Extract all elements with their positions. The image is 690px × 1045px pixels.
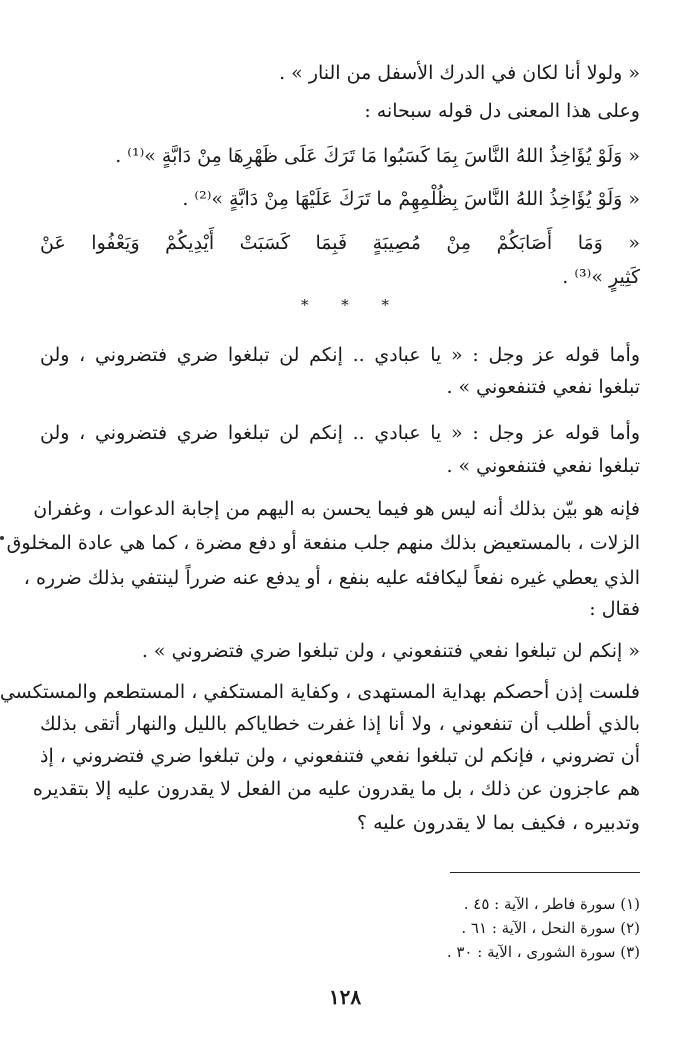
text-line: تبلغوا نفعي فتنفعوني » . (446, 376, 640, 398)
text-line: فلست إذن أحصكم بهداية المستهدى ، وكفاية المستكفي ، المستطعم والمستكسي (0, 681, 640, 703)
section-separator (0, 296, 690, 314)
text-line: تبلغوا نفعي فتنفعوني » . (446, 455, 640, 477)
page-number: ١٢٨ (328, 985, 362, 1009)
quran-verse-line: « وَمَا أَصَابَكُمْ مِنْ مُصِيبَةٍ فَبِمَا كَسَبَتْ أَيْدِيكُمْ وَيَعْفُوا عَنْ (40, 232, 640, 254)
text-line: أن تضروني ، فإنكم لن تبلغوا نفعي فتنفعوني ، ولن تبلغوا ضري فتضروني ، إذ (40, 745, 640, 767)
text-line: « إنكم لن تبلغوا نفعي فتنفعوني ، ولن تبلغوا ضري فتضروني » . (141, 640, 640, 662)
separator-star: * (300, 296, 309, 314)
text-line: هم عاجزون عن ذلك ، بل ما يقدرون عليه من الفعل لا يقدرون عليه إلا بتقديره (32, 778, 640, 800)
text-line: وأما قوله عز وجل : « يا عبادي .. إنكم لن تبلغوا ضري فتضروني ، ولن (40, 422, 640, 444)
quran-verse-line: « وَلَوْ يُؤَاخِذُ اللهُ النَّاسَ بِظُلْمِهِمْ ما تَرَكَ عَلَيْهَا مِنْ دَابَّةٍ »⁽²⁾ . (182, 188, 640, 210)
footnote: (٢) سورة النحل ، الآية : ٦١ . (461, 919, 640, 937)
text-line: بالذي أطلب أن تنفعوني ، ولا أنا إذا غفرت خطاياكم بالليل والنهار أتقى بذلك (40, 713, 640, 735)
quran-verse-line: « وَلَوْ يُؤَاخِذُ اللهُ النَّاسَ بِمَا كَسَبُوا مَا تَرَكَ عَلَى ظَهْرِهَا مِنْ دَابَّةٍ »⁽¹⁾ . (115, 145, 640, 167)
text-line: الزلات ، بالمستعيض بذلك منهم جلب منفعة أو دفع مضرة ، كما هي عادة المخلوق (6, 532, 640, 554)
text-line: وأما قوله عز وجل : « يا عبادي .. إنكم لن تبلغوا ضري فتضروني ، ولن (40, 344, 640, 366)
text-line: فقال : (589, 598, 640, 620)
footnote-divider (450, 872, 640, 873)
separator-star: * (381, 296, 390, 314)
text-line: « ولولا أنا لكان في الدرك الأسفل من النار » . (279, 62, 640, 84)
text-line: فإنه هو بيّن بذلك أنه ليس هو فيما يحسن به اليهم من إجابة الدعوات ، وغفران (33, 498, 640, 520)
text-line: الذي يعطي غيره نفعاً ليكافئه عليه بنفع ، أو يدفع عنه ضرراً لينتفي بذلك ضرره ، (23, 567, 640, 589)
quran-verse-line: كَثِيرٍ »⁽³⁾ . (562, 266, 640, 288)
footnote: (٣) سورة الشورى ، الآية : ٣٠ . (446, 943, 640, 961)
scan-edge-mark (0, 536, 4, 540)
footnote: (١) سورة فاطر ، الآية : ٤٥ . (463, 895, 640, 913)
text-line: وتدبيره ، فكيف بما لا يقدرون عليه ؟ (357, 812, 640, 834)
text-line: وعلى هذا المعنى دل قوله سبحانه : (364, 100, 640, 122)
separator-star: * (341, 296, 349, 314)
